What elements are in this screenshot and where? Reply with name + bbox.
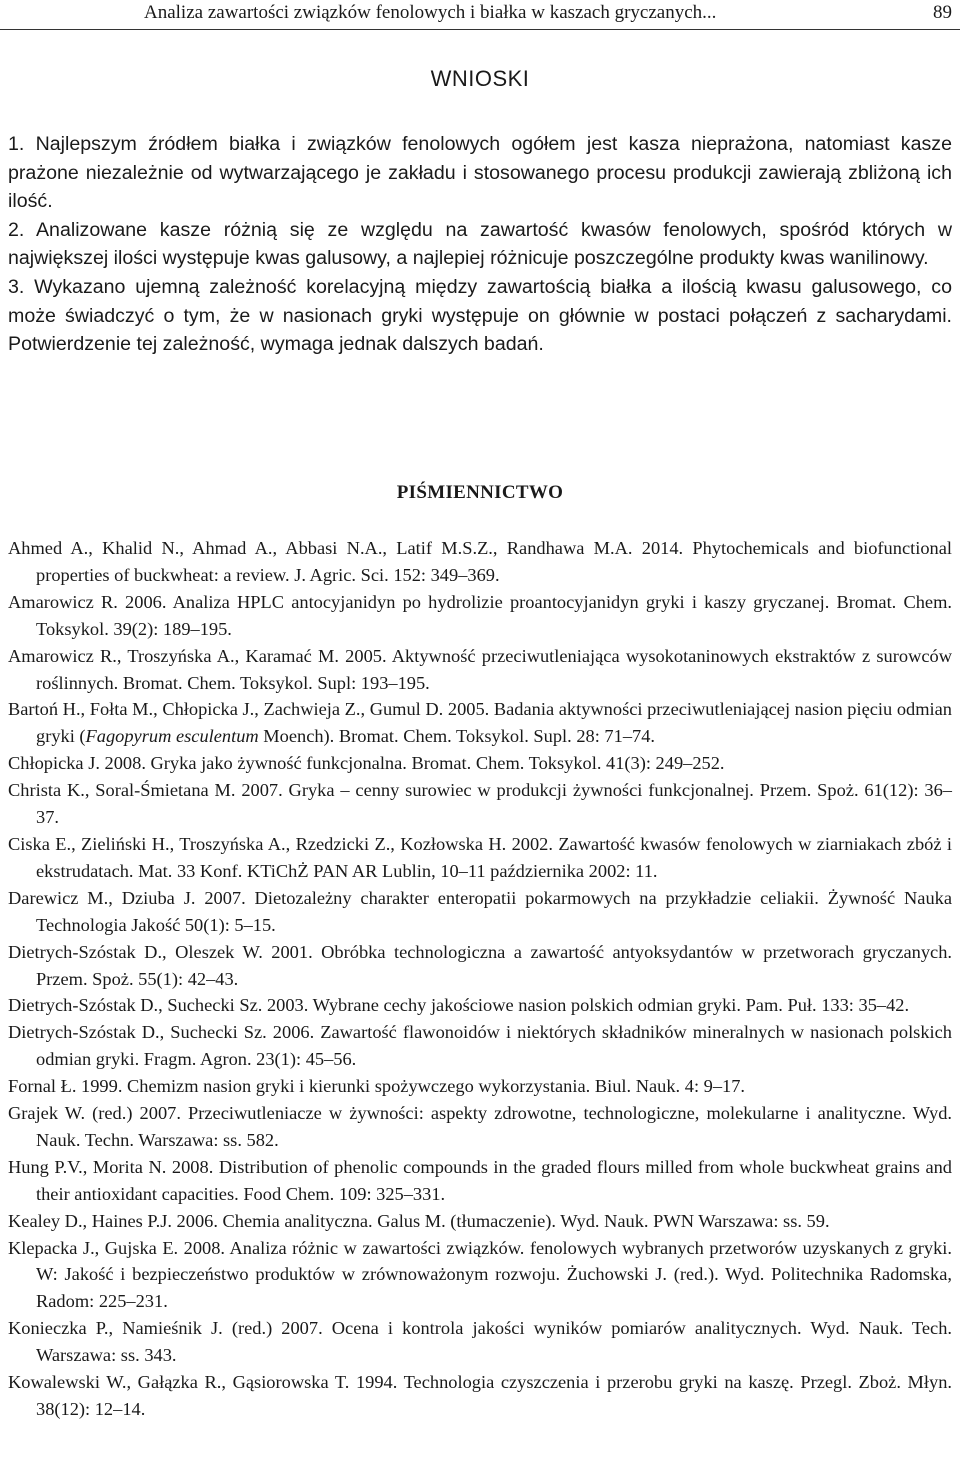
reference-item: Amarowicz R. 2006. Analiza HPLC antocyjanidyn po hydrolizie proantocyjanidyn gryki i kaszy gryczanej. Bromat. Chem. Toksykol. 39(2): 189–195. — [8, 591, 952, 639]
reference-item: Klepacka J., Gujska E. 2008. Analiza różnic w zawartości związków. fenolowych wybranych przetworów uzyskanych z gryki. W: Jakość i bezpieczeństwo produktów w zrównoważonym rozwoju. Żuchowski J. (red.). Wyd. Politechnika Radomska, Radom: 225–231. — [8, 1237, 952, 1312]
conclusions-list — [8, 130, 952, 359]
reference-item: Christa K., Soral-Śmietana M. 2007. Gryka – cenny surowiec w produkcji żywności funkcjonalnej. Przem. Spoż. 61(12): 36–37. — [8, 780, 952, 828]
references-heading: PIŚMIENNICTWO — [396, 482, 564, 503]
reference-item: Konieczka P., Namieśnik J. (red.) 2007. Ocena i kontrola jakości wyników pomiarów analitycznych. Wyd. Nauk. Tech. Warszawa: ss. 343. — [8, 1318, 952, 1366]
reference-item: Kealey D., Haines P.J. 2006. Chemia analityczna. Galus M. (tłumaczenie). Wyd. Nauk. PWN Warszawa: ss. 59. — [8, 1210, 830, 1231]
conclusion-item: 3. Wykazano ujemną zależność korelacyjną między zawartością białka a ilością kwasu galusowego, co może świadczyć o tym, że w nasionach gryki występuje on głównie w postaci połączeń z sacharydami. Potwierdzenie tej zależność, wymaga jednak dalszych badań. — [8, 275, 952, 356]
reference-item: Kowalewski W., Gałązka R., Gąsiorowska T. 1994. Technologia czyszczenia i przerobu gryki na kaszę. Przegl. Zboż. Młyn. 38(12): 12–14. — [8, 1372, 952, 1419]
reference-item: Fornal Ł. 1999. Chemizm nasion gryki i kierunki spożywczego wykorzystania. Biul. Nauk. 4: 9–17. — [8, 1076, 746, 1097]
running-header — [0, 0, 960, 30]
conclusions-heading: WNIOSKI — [430, 66, 530, 91]
reference-item: Ahmed A., Khalid N., Ahmad A., Abbasi N.A., Latif M.S.Z., Randhawa M.A. 2014. Phytochemicals and biofunctional properties of buckwheat: a review. J. Agric. Sci. 152: 349–369. — [8, 538, 952, 585]
reference-item: Chłopicka J. 2008. Gryka jako żywność funkcjonalna. Bromat. Chem. Toksykol. 41(3): 249–252. — [8, 753, 725, 774]
reference-item: Grajek W. (red.) 2007. Przeciwutleniacze w żywności: aspekty zdrowotne, technologiczne, molekularne i analityczne. Wyd. Nauk. Techn. Warszawa: ss. 582. — [8, 1103, 952, 1150]
reference-text-before: Bartoń H., Fołta M., Chłopicka J., Zachwieja Z., Gumul D. 2005. Badania aktywności przeciwutleniającej nasion pięciu odmian gryki ( — [8, 699, 952, 747]
running-title: Analiza zawartości związków fenolowych i białka w kaszach gryczanych... — [144, 2, 717, 23]
reference-item: Ciska E., Zieliński H., Troszyńska A., Rzedzicki Z., Kozłowska H. 2002. Zawartość kwasów fenolowych w ziarniakach zbóż i ekstrudatach. Mat. 33 Konf. KTiChŻ PAN AR Lublin, 10–11 października 2002: 11. — [8, 833, 952, 881]
conclusion-item: 1. Najlepszym źródłem białka i związków fenolowych ogółem jest kasza nieprażona, natomiast kasze prażone niezależnie od wytwarzającego je zakładu i stosowanego procesu produkcji zawierają zbliżoną ich ilość. — [8, 133, 952, 213]
reference-item: Amarowicz R., Troszyńska A., Karamać M. 2005. Aktywność przeciwutleniająca wysokotaninowych ekstraktów z surowców roślinnych. Bromat. Chem. Toksykol. Supl: 193–195. — [8, 645, 952, 693]
reference-item: Hung P.V., Morita N. 2008. Distribution of phenolic compounds in the graded flours milled from whole buckwheat grains and their antioxidant capacities. Food Chem. 109: 325–331. — [8, 1156, 952, 1204]
reference-item: Dietrych-Szóstak D., Suchecki Sz. 2003. Wybrane cechy jakościowe nasion polskich odmian gryki. Pam. Puł. 133: 35–42. — [8, 995, 910, 1016]
reference-item: Darewicz M., Dziuba J. 2007. Dietozależny charakter enteropatii pokarmowych na przykładzie celiakii. Żywność Nauka Technologia Jakość 50(1): 5–15. — [8, 887, 952, 935]
reference-text-after: Moench). Bromat. Chem. Toksykol. Supl. 28: 71–74. — [258, 726, 656, 747]
references-list — [8, 535, 952, 1423]
conclusion-item: 2. Analizowane kasze różnią się ze względu na zawartość kwasów fenolowych, spośród których w największej ilości występuje kwas galusowy, a najlepiej różnicuje poszczególne produkty kwas wanilinowy. — [8, 218, 952, 270]
species-name: Fagopyrum esculentum — [85, 726, 259, 747]
page-number: 89 — [933, 2, 952, 23]
reference-item — [8, 696, 952, 750]
reference-item: Dietrych-Szóstak D., Suchecki Sz. 2006. Zawartość flawonoidów i niektórych składników mineralnych w nasionach polskich odmian gryki. Fragm. Agron. 23(1): 45–56. — [8, 1022, 952, 1070]
reference-item: Dietrych-Szóstak D., Oleszek W. 2001. Obróbka technologiczna a zawartość antyoksydantów w przetworach gryczanych. Przem. Spoż. 55(1): 42–43. — [8, 941, 952, 989]
